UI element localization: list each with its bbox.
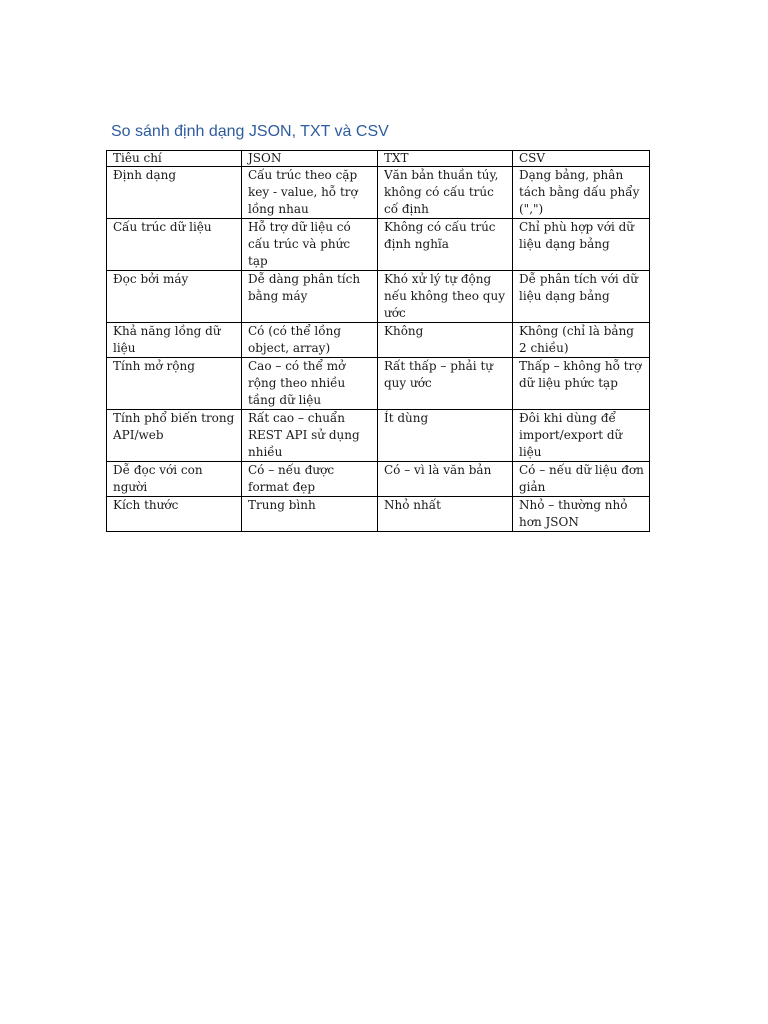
table-cell: Rất thấp – phải tự quy ước bbox=[378, 358, 513, 410]
table-cell: Hỗ trợ dữ liệu có cấu trúc và phức tạp bbox=[242, 219, 378, 271]
table-cell: Không bbox=[378, 323, 513, 358]
table-cell: Có (có thể lồng object, array) bbox=[242, 323, 378, 358]
table-cell: Rất cao – chuẩn REST API sử dụng nhiều bbox=[242, 410, 378, 462]
table-row bbox=[107, 410, 650, 462]
table-header-row bbox=[107, 151, 650, 167]
table-row bbox=[107, 167, 650, 219]
table-cell: Dạng bảng, phân tách bằng dấu phẩy (",") bbox=[513, 167, 650, 219]
column-header-txt: TXT bbox=[378, 151, 513, 167]
table-cell: Khả năng lồng dữ liệu bbox=[107, 323, 242, 358]
table-cell: Dễ đọc với con người bbox=[107, 462, 242, 497]
table-row bbox=[107, 219, 650, 271]
table-cell: Không có cấu trúc định nghĩa bbox=[378, 219, 513, 271]
table-cell: Cấu trúc theo cặp key - value, hỗ trợ lồng nhau bbox=[242, 167, 378, 219]
table-row bbox=[107, 358, 650, 410]
table-row bbox=[107, 497, 650, 532]
table-row bbox=[107, 323, 650, 358]
table-header bbox=[107, 151, 650, 167]
table-cell: Có – vì là văn bản bbox=[378, 462, 513, 497]
table-row bbox=[107, 271, 650, 323]
table-cell: Tính phổ biến trong API/web bbox=[107, 410, 242, 462]
comparison-table bbox=[106, 150, 650, 532]
table-cell: Dễ dàng phân tích bằng máy bbox=[242, 271, 378, 323]
table-body bbox=[107, 167, 650, 532]
document-title: So sánh định dạng JSON, TXT và CSV bbox=[111, 123, 389, 140]
table-cell: Văn bản thuần túy, không có cấu trúc cố định bbox=[378, 167, 513, 219]
table-cell: Kích thước bbox=[107, 497, 242, 532]
table-cell: Không (chỉ là bảng 2 chiều) bbox=[513, 323, 650, 358]
table-cell: Nhỏ – thường nhỏ hơn JSON bbox=[513, 497, 650, 532]
table-cell: Có – nếu dữ liệu đơn giản bbox=[513, 462, 650, 497]
table-cell: Cấu trúc dữ liệu bbox=[107, 219, 242, 271]
table-cell: Đọc bởi máy bbox=[107, 271, 242, 323]
table-cell: Chỉ phù hợp với dữ liệu dạng bảng bbox=[513, 219, 650, 271]
column-header-csv: CSV bbox=[513, 151, 650, 167]
table-cell: Trung bình bbox=[242, 497, 378, 532]
table-row bbox=[107, 462, 650, 497]
column-header-json: JSON bbox=[242, 151, 378, 167]
table-cell: Có – nếu được format đẹp bbox=[242, 462, 378, 497]
table-cell: Thấp – không hỗ trợ dữ liệu phức tạp bbox=[513, 358, 650, 410]
table-cell: Tính mở rộng bbox=[107, 358, 242, 410]
table-cell: Nhỏ nhất bbox=[378, 497, 513, 532]
table-cell: Khó xử lý tự động nếu không theo quy ước bbox=[378, 271, 513, 323]
table-cell: Định dạng bbox=[107, 167, 242, 219]
table-cell: Cao – có thể mở rộng theo nhiều tầng dữ liệu bbox=[242, 358, 378, 410]
table-cell: Ít dùng bbox=[378, 410, 513, 462]
column-header-criteria: Tiêu chí bbox=[107, 151, 242, 167]
table-cell: Đôi khi dùng để import/export dữ liệu bbox=[513, 410, 650, 462]
table-cell: Dễ phân tích với dữ liệu dạng bảng bbox=[513, 271, 650, 323]
